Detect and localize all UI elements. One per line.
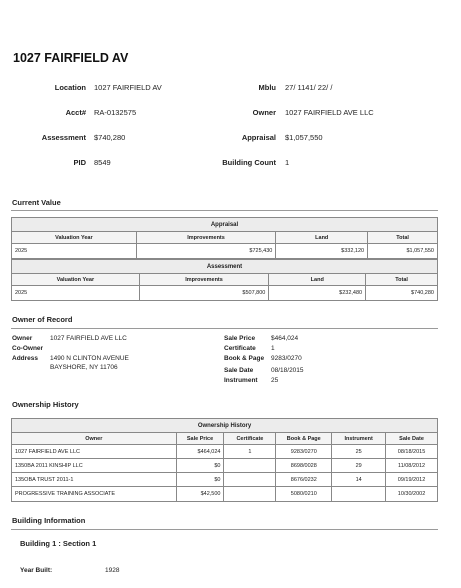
location-label: Location <box>54 83 86 92</box>
col-header: Sale Date <box>386 433 438 445</box>
table-cell: 10/30/2002 <box>386 487 438 502</box>
table-cell: $232,480 <box>269 286 366 301</box>
divider <box>11 328 438 329</box>
table-cell: 25 <box>332 445 386 459</box>
table-cell: $0 <box>176 459 224 473</box>
owner-value: 1027 FAIRFIELD AVE LLC <box>285 108 374 117</box>
table-cell: 08/18/2015 <box>386 445 438 459</box>
building-count-value: 1 <box>285 158 290 167</box>
ownership-history-caption: Ownership History <box>12 419 438 433</box>
table-row <box>12 473 438 487</box>
table-cell: $42,500 <box>176 487 224 502</box>
table-cell: $332,120 <box>276 244 368 259</box>
table-row <box>12 459 438 473</box>
col-header: Total <box>366 274 438 286</box>
table-cell: 135OBA TRUST 2011-1 <box>12 473 177 487</box>
pid-label: PID <box>73 158 86 167</box>
owner-label: Owner <box>12 335 33 342</box>
sale-price-label: Sale Price <box>224 335 256 342</box>
table-cell: 2025 <box>12 244 137 259</box>
address-label: Address <box>12 355 39 362</box>
table-row <box>12 286 438 301</box>
table-cell: 14 <box>332 473 386 487</box>
col-header: Book & Page <box>276 433 332 445</box>
table-cell: 1350BA 2011 KINSHIP LLC <box>12 459 177 473</box>
year-built-value: 1928 <box>105 567 120 574</box>
instrument-value: 25 <box>271 377 279 384</box>
appraisal-caption: Appraisal <box>12 218 438 232</box>
col-header: Improvements <box>136 232 276 244</box>
table-row <box>12 487 438 502</box>
building-count-label: Building Count <box>222 158 276 167</box>
col-header: Valuation Year <box>12 232 137 244</box>
table-cell <box>224 473 276 487</box>
divider <box>11 529 438 530</box>
col-header: Owner <box>12 433 177 445</box>
table-cell: $464,024 <box>176 445 224 459</box>
acct-value: RA-0132575 <box>94 108 137 117</box>
table-cell: 5080/0210 <box>276 487 332 502</box>
table-cell: $1,057,550 <box>368 244 438 259</box>
book-page-value: 9283/0270 <box>271 355 302 362</box>
mblu-value: 27/ 1141/ 22/ / <box>285 83 333 92</box>
mblu-label: Mblu <box>258 83 276 92</box>
ownership-history-heading: Ownership History <box>12 400 79 409</box>
col-header: Total <box>368 232 438 244</box>
certificate-value: 1 <box>271 345 275 352</box>
table-cell <box>224 487 276 502</box>
col-header: Certificate <box>224 433 276 445</box>
coowner-label: Co-Owner <box>12 345 44 352</box>
assessment-value: $740,280 <box>94 133 126 142</box>
divider <box>11 210 438 211</box>
owner-of-record-heading: Owner of Record <box>12 315 73 324</box>
assessment-label: Assessment <box>41 133 86 142</box>
table-cell: 8698/0028 <box>276 459 332 473</box>
address-line1: 1490 N CLINTON AVENUE <box>50 355 129 362</box>
book-page-label: Book & Page <box>224 355 265 362</box>
location-value: 1027 FAIRFIELD AV <box>94 83 162 92</box>
table-cell: $725,430 <box>136 244 276 259</box>
year-built-label: Year Built: <box>20 567 53 574</box>
col-header: Land <box>269 274 366 286</box>
certificate-label: Certificate <box>224 345 256 352</box>
building-section-heading: Building 1 : Section 1 <box>20 539 97 548</box>
table-cell: 9283/0270 <box>276 445 332 459</box>
assessment-table <box>11 259 438 301</box>
col-header: Instrument <box>332 433 386 445</box>
table-cell: $740,280 <box>366 286 438 301</box>
sale-date-label: Sale Date <box>224 367 254 374</box>
appraisal-label: Appraisal <box>241 133 276 142</box>
table-cell: 11/08/2012 <box>386 459 438 473</box>
ownership-history-table <box>11 418 438 502</box>
col-header: Land <box>276 232 368 244</box>
table-cell: 09/19/2012 <box>386 473 438 487</box>
instrument-label: Instrument <box>224 377 258 384</box>
current-value-heading: Current Value <box>12 198 61 207</box>
table-cell: 1027 FAIRFIELD AVE LLC <box>12 445 177 459</box>
table-cell: PROGRESSIVE TRAINING ASSOCIATE <box>12 487 177 502</box>
col-header: Sale Price <box>176 433 224 445</box>
table-cell: $507,800 <box>139 286 269 301</box>
table-cell <box>332 487 386 502</box>
sale-price-value: $464,024 <box>271 335 299 342</box>
sale-date-value: 08/18/2015 <box>271 367 304 374</box>
appraisal-table <box>11 217 438 259</box>
table-cell: 29 <box>332 459 386 473</box>
building-information-heading: Building Information <box>12 516 86 525</box>
owner-value: 1027 FAIRFIELD AVE LLC <box>50 335 127 342</box>
appraisal-value: $1,057,550 <box>285 133 323 142</box>
table-cell: 2025 <box>12 286 140 301</box>
address-line2: BAYSHORE, NY 11706 <box>50 364 118 371</box>
owner-label: Owner <box>252 108 276 117</box>
acct-label: Acct# <box>65 108 86 117</box>
table-row <box>12 445 438 459</box>
col-header: Valuation Year <box>12 274 140 286</box>
table-cell: 1 <box>224 445 276 459</box>
page-title: 1027 FAIRFIELD AV <box>13 51 129 65</box>
assessment-caption: Assessment <box>12 260 438 274</box>
table-row <box>12 244 438 259</box>
table-cell <box>224 459 276 473</box>
pid-value: 8549 <box>94 158 111 167</box>
col-header: Improvements <box>139 274 269 286</box>
table-cell: 8676/0232 <box>276 473 332 487</box>
table-cell: $0 <box>176 473 224 487</box>
